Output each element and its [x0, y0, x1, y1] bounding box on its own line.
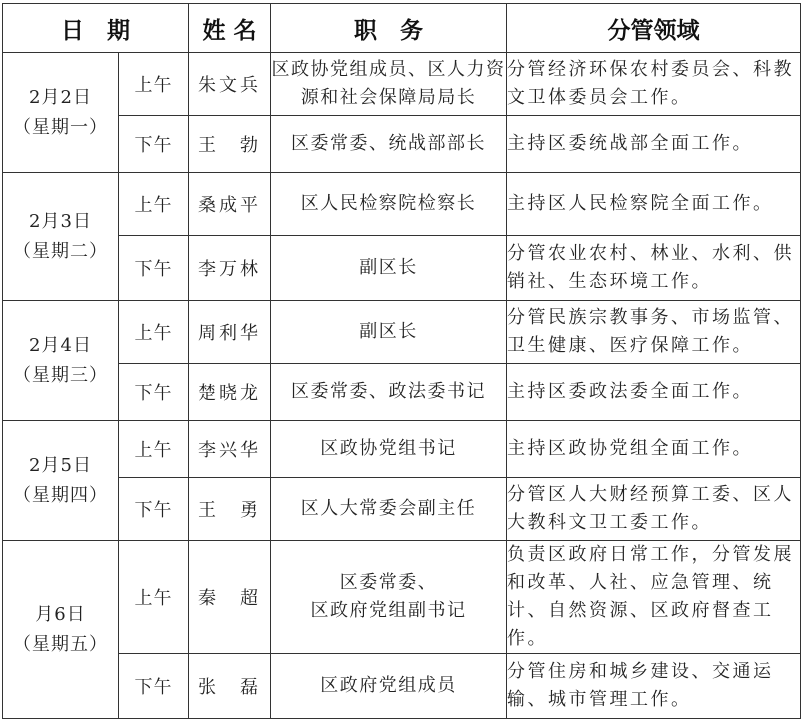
table-row [3, 654, 801, 719]
duty-cell: 副区长 [271, 301, 507, 364]
table-row [3, 53, 801, 116]
scope-cell: 分管农业农村、林业、水利、供销社、生态环境工作。 [507, 236, 801, 301]
name-cell: 秦 超 [189, 541, 271, 654]
duty-cell: 区政府党组成员 [271, 654, 507, 719]
period-cell: 下午 [119, 236, 189, 301]
duty-line: 区政府党组副书记 [310, 600, 467, 621]
period-cell: 下午 [119, 364, 189, 421]
period-cell: 上午 [119, 421, 189, 478]
name-cell: 李万林 [189, 236, 271, 301]
date-text: 2月4日 [29, 334, 92, 356]
header-scope: 分管领域 [507, 4, 801, 53]
period-cell: 上午 [119, 301, 189, 364]
schedule-table [2, 3, 801, 719]
date-text: 2月5日 [29, 454, 92, 476]
period-cell: 下午 [119, 478, 189, 541]
weekday-text: （星期一） [13, 116, 108, 138]
header-duty: 职 务 [271, 4, 507, 53]
table-row [3, 541, 801, 654]
header-name: 姓 名 [189, 4, 271, 53]
duty-cell: 区政协党组成员、区人力资源和社会保障局局长 [271, 53, 507, 116]
duty-cell: 区人民检察院检察长 [271, 173, 507, 236]
date-cell [3, 301, 119, 421]
table-row [3, 301, 801, 364]
table-row [3, 236, 801, 301]
name-cell: 王 勃 [189, 116, 271, 173]
period-cell: 上午 [119, 173, 189, 236]
duty-cell: 区委常委、政法委书记 [271, 364, 507, 421]
header-row [3, 4, 801, 53]
table-row [3, 173, 801, 236]
weekday-text: （星期三） [13, 364, 108, 386]
table-row [3, 478, 801, 541]
scope-cell: 分管民族宗教事务、市场监管、卫生健康、医疗保障工作。 [507, 301, 801, 364]
period-cell: 上午 [119, 541, 189, 654]
date-text: 月6日 [35, 603, 86, 625]
duty-cell: 副区长 [271, 236, 507, 301]
scope-cell: 负责区政府日常工作，分管发展和改革、人社、应急管理、统计、自然资源、区政府督查工作。 [507, 541, 801, 654]
name-cell: 周利华 [189, 301, 271, 364]
name-cell: 楚晓龙 [189, 364, 271, 421]
header-date: 日 期 [3, 4, 189, 53]
date-text: 2月2日 [29, 86, 92, 108]
duty-line: 区委常委、 [339, 572, 438, 593]
date-text: 2月3日 [29, 210, 92, 232]
date-cell [3, 421, 119, 541]
duty-cell: 区人大常委会副主任 [271, 478, 507, 541]
duty-cell: 区政协党组书记 [271, 421, 507, 478]
period-cell: 上午 [119, 53, 189, 116]
name-cell: 王 勇 [189, 478, 271, 541]
name-cell: 桑成平 [189, 173, 271, 236]
scope-cell: 分管住房和城乡建设、交通运输、城市管理工作。 [507, 654, 801, 719]
period-cell: 下午 [119, 116, 189, 173]
duty-cell [271, 541, 507, 654]
name-cell: 朱文兵 [189, 53, 271, 116]
duty-cell: 区委常委、统战部部长 [271, 116, 507, 173]
scope-cell: 主持区委统战部全面工作。 [507, 116, 801, 173]
name-cell: 张 磊 [189, 654, 271, 719]
table-row [3, 116, 801, 173]
scope-cell: 分管经济环保农村委员会、科教文卫体委员会工作。 [507, 53, 801, 116]
scope-cell: 主持区政协党组全面工作。 [507, 421, 801, 478]
table-row [3, 421, 801, 478]
scope-cell: 主持区人民检察院全面工作。 [507, 173, 801, 236]
weekday-text: （星期二） [13, 240, 108, 262]
date-cell [3, 173, 119, 301]
date-cell [3, 541, 119, 719]
weekday-text: （星期五） [13, 633, 108, 655]
table-row [3, 364, 801, 421]
date-cell [3, 53, 119, 173]
period-cell: 下午 [119, 654, 189, 719]
weekday-text: （星期四） [13, 484, 108, 506]
scope-cell: 分管区人大财经预算工委、区人大教科文卫工委工作。 [507, 478, 801, 541]
scope-cell: 主持区委政法委全面工作。 [507, 364, 801, 421]
name-cell: 李兴华 [189, 421, 271, 478]
